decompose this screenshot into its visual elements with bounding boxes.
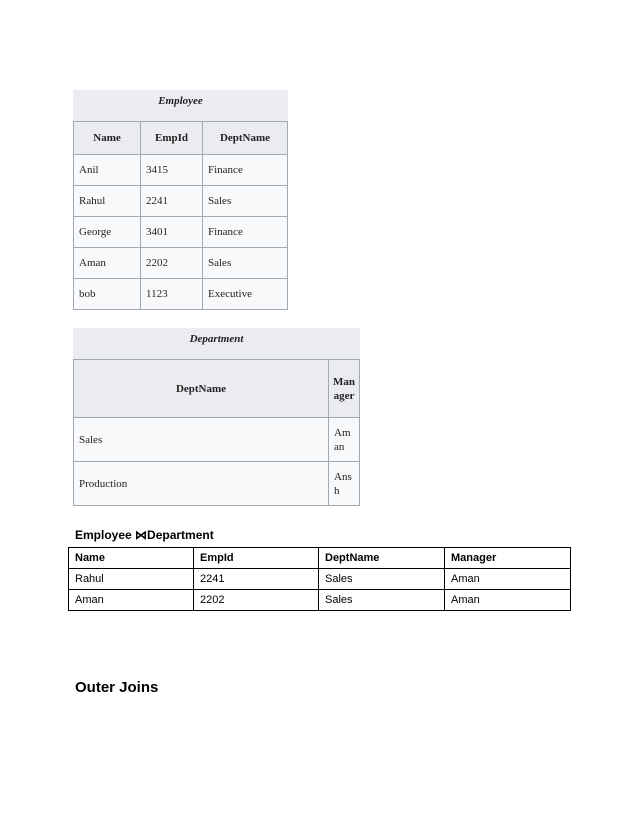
table-cell: Anil (74, 155, 141, 186)
table-cell: 2241 (141, 186, 203, 217)
table-cell: Production (74, 462, 329, 506)
table-row (74, 155, 288, 186)
column-header: EmpId (194, 548, 319, 569)
table-cell: Aman (329, 418, 360, 462)
table-row (74, 418, 360, 462)
column-header: DeptName (74, 360, 329, 418)
table-cell: Rahul (74, 186, 141, 217)
table-cell: Aman (74, 248, 141, 279)
table-row (74, 248, 288, 279)
table-cell: Ansh (329, 462, 360, 506)
table-cell: George (74, 217, 141, 248)
table-row (69, 569, 571, 590)
column-header: DeptName (203, 122, 288, 155)
table-row (74, 186, 288, 217)
column-header: DeptName (319, 548, 445, 569)
table-cell: 3401 (141, 217, 203, 248)
table-cell: 2202 (141, 248, 203, 279)
employee-header-row (74, 122, 288, 155)
table-row (74, 279, 288, 310)
join-title: Employee ⋈Department (75, 528, 214, 542)
department-header-row (74, 360, 360, 418)
table-cell: Sales (203, 248, 288, 279)
table-cell: Sales (203, 186, 288, 217)
table-cell: 2241 (194, 569, 319, 590)
table-cell: 1123 (141, 279, 203, 310)
table-cell: Aman (445, 569, 571, 590)
employee-caption: Employee (73, 90, 288, 121)
table-cell: Finance (203, 217, 288, 248)
table-cell: 2202 (194, 590, 319, 611)
table-cell: Sales (319, 590, 445, 611)
department-table (73, 328, 360, 506)
column-header: Name (69, 548, 194, 569)
table-row (74, 462, 360, 506)
column-header: EmpId (141, 122, 203, 155)
employee-table (73, 90, 288, 310)
column-header: Name (74, 122, 141, 155)
table-cell: Sales (74, 418, 329, 462)
column-header: Manager (445, 548, 571, 569)
table-cell: Rahul (69, 569, 194, 590)
join-header-row (69, 548, 571, 569)
table-cell: Finance (203, 155, 288, 186)
table-cell: Sales (319, 569, 445, 590)
outer-joins-heading: Outer Joins (75, 679, 159, 696)
table-row (74, 217, 288, 248)
table-cell: Executive (203, 279, 288, 310)
column-header: Manager (329, 360, 360, 418)
table-cell: bob (74, 279, 141, 310)
join-result-table (68, 547, 571, 611)
table-row (69, 590, 571, 611)
department-caption: Department (73, 328, 360, 359)
table-cell: 3415 (141, 155, 203, 186)
table-cell: Aman (445, 590, 571, 611)
table-cell: Aman (69, 590, 194, 611)
